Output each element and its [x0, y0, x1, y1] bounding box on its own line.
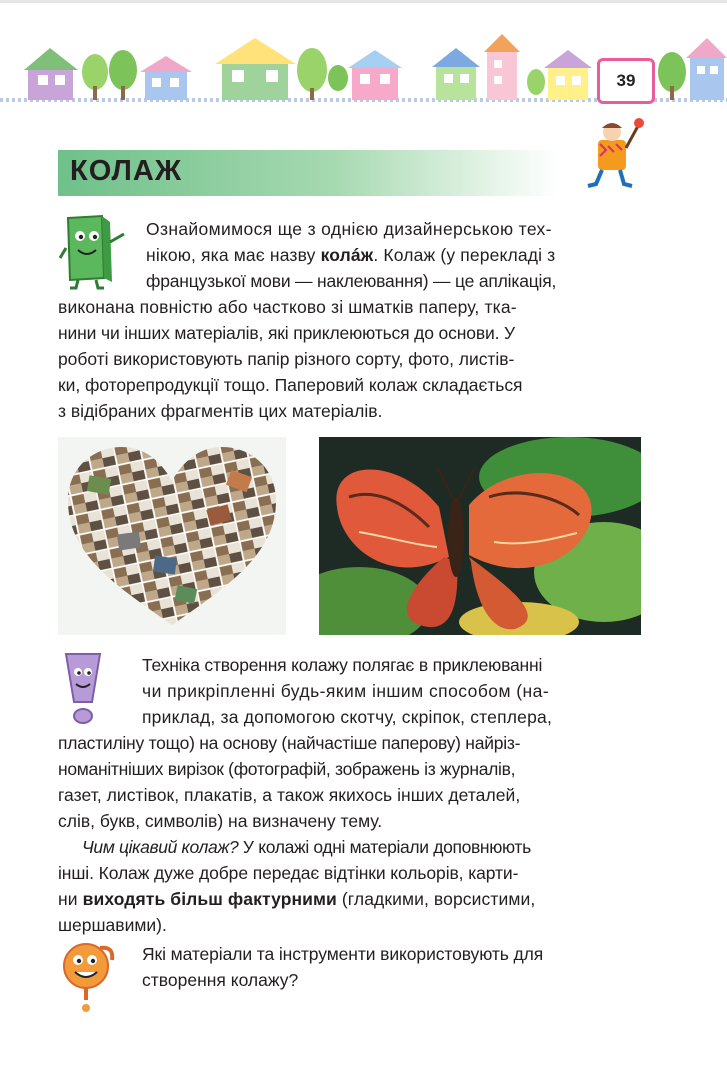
- butterfly-collage-image: [319, 437, 641, 635]
- house-icon: [432, 48, 480, 100]
- house-icon: [24, 48, 78, 100]
- tree-icon: [527, 69, 545, 95]
- butterfly-collage-graphic: [319, 437, 641, 635]
- book-mascot-illustration: [58, 212, 130, 290]
- text-line: [58, 886, 535, 912]
- text-line: пластиліну тощо) на основу (найчастіше паперову) найріз-: [58, 733, 521, 753]
- text-line: газет, листівок, плакатів, а також якихось інших деталей,: [58, 785, 521, 805]
- house-icon: [348, 50, 402, 100]
- text-line: Ознайомимося ще з однією дизайнерською тех-: [146, 219, 552, 239]
- exclamation-mascot-illustration: [56, 648, 116, 728]
- text-line: виконана повністю або частково зі шматків паперу, тка-: [58, 297, 517, 317]
- text-line: Які матеріали та інструменти використовують для: [142, 944, 544, 964]
- heart-photo-collage-image: [58, 437, 286, 635]
- text-line: номанітніших вирізок (фотографій, зображень із журналів,: [58, 759, 516, 779]
- text-line: [146, 242, 555, 268]
- heading-bar: [58, 150, 558, 196]
- house-icon: [544, 50, 592, 100]
- term-collage: колáж: [320, 245, 374, 265]
- text-line: інші. Колаж дуже добре передає відтінки кольорів, карти-: [58, 863, 519, 883]
- tree-icon: [328, 65, 348, 91]
- text-line: приклад, за допомогою скотчу, скріпок, степлера,: [142, 707, 553, 727]
- tree-icon: [297, 48, 327, 100]
- text-line: французької мови — наклеювання) — це аплікація,: [146, 271, 557, 291]
- text-fragment: У колажі одні матеріали доповнюють: [238, 837, 531, 857]
- text-line: шершавими).: [58, 915, 167, 935]
- italic-question: Чим цікавий колаж?: [82, 837, 239, 857]
- tree-icon: [658, 52, 686, 100]
- text-line: з відібраних фрагментів цих матеріалів.: [58, 401, 383, 421]
- top-border: [0, 0, 727, 3]
- house-icon: [686, 38, 727, 100]
- text-fragment: . Колаж (у перекладі з: [373, 245, 556, 265]
- page-number: 39: [597, 58, 655, 104]
- heart-collage-graphic: [58, 437, 286, 635]
- text-fragment: (гладкими, ворсистими,: [336, 889, 536, 909]
- text-line: ки, фоторепродукції тощо. Паперовий колаж складається: [58, 375, 523, 395]
- text-line: нини чи інших матеріалів, які приклеюються до основи. У: [58, 323, 515, 343]
- page-heading: КОЛАЖ: [70, 155, 183, 187]
- painter-mascot-illustration: [578, 112, 648, 194]
- tree-icon: [109, 50, 137, 100]
- text-fragment: нікою, яка має назву: [146, 245, 321, 265]
- house-icon: [140, 56, 192, 100]
- text-fragment: ни: [58, 889, 83, 909]
- bold-phrase: виходять більш фактурними: [82, 889, 337, 909]
- house-icon: [215, 38, 296, 100]
- question-mascot-illustration: [56, 936, 120, 1014]
- house-icon: [484, 34, 520, 100]
- text-line: роботі використовують папір різного сорту, фото, листів-: [58, 349, 515, 369]
- text-line: [82, 834, 531, 860]
- text-line: Техніка створення колажу полягає в приклеюванні: [142, 655, 543, 675]
- tree-icon: [82, 54, 108, 100]
- text-line: чи прикріпленні будь-яким іншим способом (на-: [142, 681, 550, 701]
- text-line: слів, букв, символів) на визначену тему.: [58, 811, 383, 831]
- text-line: створення колажу?: [142, 970, 299, 990]
